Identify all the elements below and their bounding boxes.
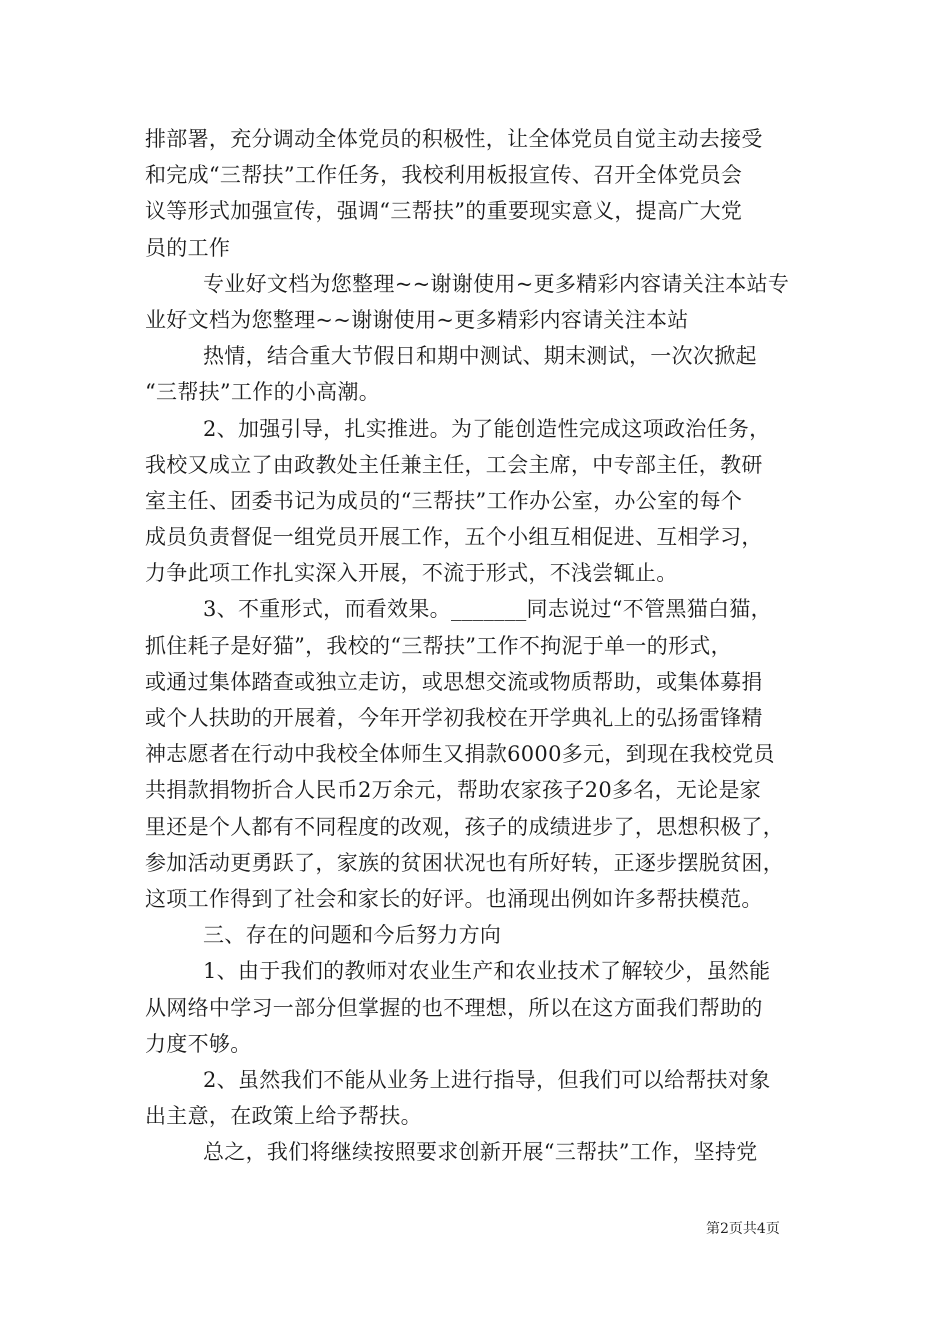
text-line: 成员负责督促一组党员开展工作，五个小组互相促进、互相学习，	[145, 525, 763, 550]
text-line: 2、虽然我们不能从业务上进行指导，但我们可以给帮扶对象	[203, 1067, 771, 1092]
text-line: 或通过集体踏查或独立走访，或思想交流或物质帮助，或集体募捐	[145, 669, 763, 694]
document-body	[145, 121, 813, 1170]
text-line: 我校又成立了由政教处主任兼主任，工会主席，中专部主任，教研	[145, 452, 763, 477]
text-line: 里还是个人都有不同程度的改观，孩子的成绩进步了，思想积极了，	[145, 814, 784, 839]
text-line: 力争此项工作扎实深入开展，不流于形式，不浅尝辄止。	[145, 561, 678, 586]
text-line: 这项工作得到了社会和家长的好评。也涌现出例如许多帮扶模范。	[145, 886, 763, 911]
text-line: 抓住耗子是好猫”，我校的“三帮扶”工作不拘泥于单一的形式，	[145, 633, 732, 658]
text-line: 出主意，在政策上给予帮扶。	[145, 1104, 422, 1129]
text-line: 排部署，充分调动全体党员的积极性，让全体党员自觉主动去接受	[145, 127, 763, 151]
text-line: 3、不重形式，而看效果。_______同志说过“不管黑猫白猫，	[203, 597, 772, 622]
text-line: 从网络中学习一部分但掌握的也不理想，所以在这方面我们帮助的	[145, 995, 763, 1020]
text-line: 专业好文档为您整理~~谢谢使用~更多精彩内容请关注本站专	[203, 271, 790, 296]
text-line: 议等形式加强宣传，强调“三帮扶”的重要现实意义，提高广大党	[145, 199, 743, 224]
text-line: 力度不够。	[145, 1031, 252, 1056]
text-line: 业好文档为您整理~~谢谢使用~更多精彩内容请关注本站	[145, 307, 689, 332]
text-line: 室主任、团委书记为成员的“三帮扶”工作办公室，办公室的每个	[145, 488, 743, 513]
text-line: 2、加强引导，扎实推进。为了能创造性完成这项政治任务，	[203, 416, 771, 441]
text-line: 神志愿者在行动中我校全体师生又捐款6000多元，到现在我校党员	[145, 742, 775, 767]
text-line: 和完成“三帮扶”工作任务，我校利用板报宣传、召开全体党员会	[145, 163, 743, 188]
text-line: 1、由于我们的教师对农业生产和农业技术了解较少，虽然能	[203, 959, 771, 984]
text-line: 参加活动更勇跃了，家族的贫困状况也有所好转，正逐步摆脱贫困，	[145, 850, 784, 875]
page-number: 第2页共4页	[706, 1221, 780, 1237]
text-line: 三、存在的问题和今后努力方向	[203, 923, 502, 948]
text-line: “三帮扶”工作的小高潮。	[145, 380, 381, 405]
text-line: 总之，我们将继续按照要求创新开展“三帮扶”工作，坚持党	[203, 1140, 758, 1165]
text-line: 共捐款捐物折合人民币2万余元，帮助农家孩子20多名，无论是家	[145, 778, 762, 803]
text-line: 员的工作	[145, 235, 231, 260]
text-line: 或个人扶助的开展着，今年开学初我校在开学典礼上的弘扬雷锋精	[145, 706, 763, 730]
text-line: 热情，结合重大节假日和期中测试、期末测试，一次次掀起	[203, 344, 757, 369]
